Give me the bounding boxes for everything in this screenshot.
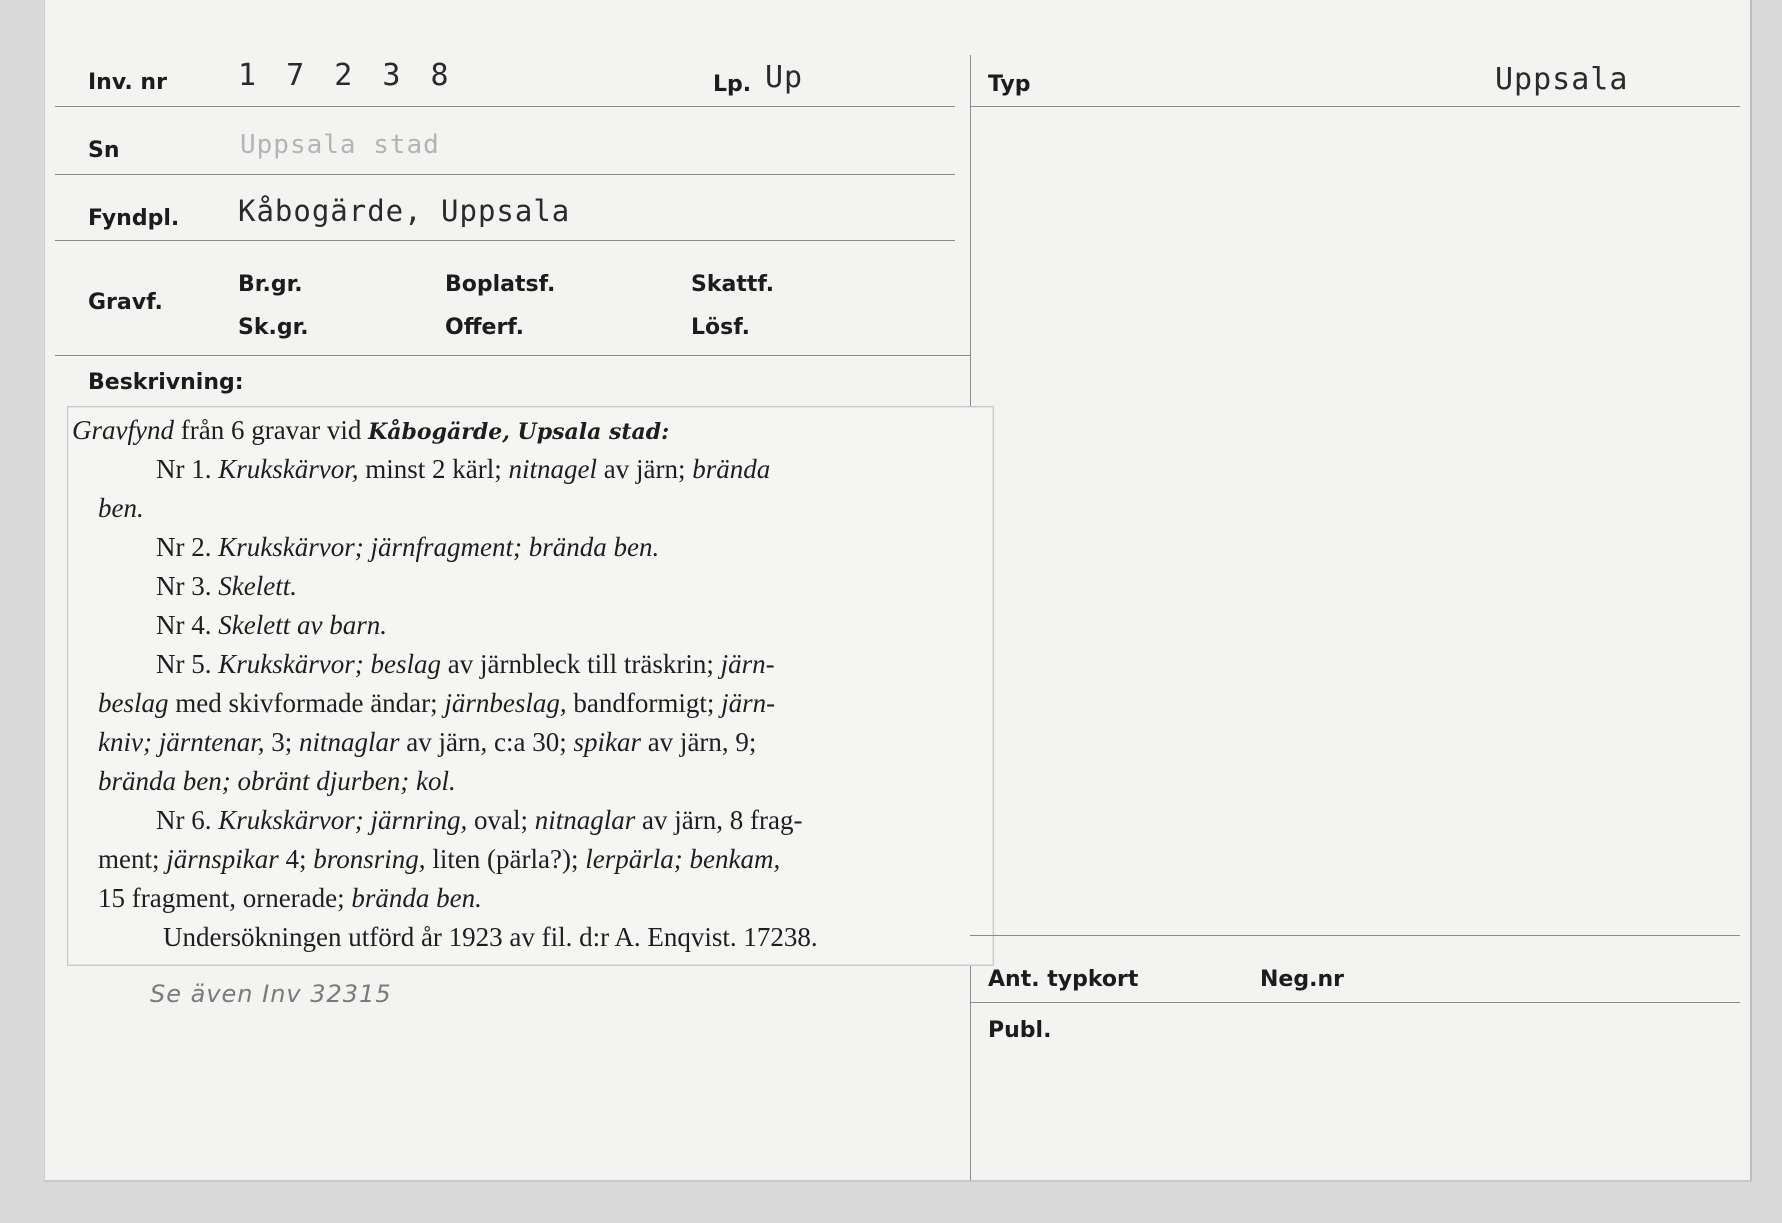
skattf-label: Skattf. (691, 272, 775, 297)
desc-line: beslag med skivformade ändar; järnbeslag, bandformigt; järn- (98, 688, 776, 718)
br-gr-label: Br.gr. (238, 272, 303, 297)
rule-row1 (55, 106, 955, 107)
publ-label: Publ. (988, 1018, 1052, 1043)
desc-line: Nr 4. Skelett av barn. (156, 610, 387, 640)
desc-line: Nr 6. Krukskärvor; järnring, oval; nitnaglar av järn, 8 frag- (156, 805, 803, 835)
inv-nr-value: 1 7 2 3 8 (238, 58, 455, 93)
desc-line: kniv; järntenar, 3; nitnaglar av järn, c:a 30; spikar av järn, 9; (98, 727, 757, 757)
sn-value: Uppsala stad (240, 130, 440, 160)
sn-label: Sn (88, 138, 120, 163)
desc-line: Nr 3. Skelett. (156, 571, 297, 601)
rule-row2 (55, 174, 955, 175)
inv-nr-label: Inv. nr (88, 70, 167, 95)
catalog-card (44, 0, 1752, 1180)
desc-line: brända ben; obränt djurben; kol. (98, 766, 456, 796)
desc-line: Nr 1. Krukskärvor, minst 2 kärl; nitnagel av järn; brända (156, 454, 771, 484)
rule-ant (970, 935, 1740, 936)
desc-line: Undersökningen utförd år 1923 av fil. d:r A. Enqvist. 17238. (163, 922, 818, 952)
gravf-label: Gravf. (88, 290, 163, 315)
handwritten-note: Se även Inv 32315 (150, 980, 392, 1008)
rule-row4 (55, 355, 970, 356)
description-slip (67, 406, 994, 966)
desc-line: Gravfynd från 6 gravar vid Kåbogärde, Upsala stad: (72, 415, 670, 445)
neg-nr-label: Neg.nr (1260, 967, 1344, 992)
boplatsf-label: Boplatsf. (445, 272, 556, 297)
desc-line: Nr 2. Krukskärvor; järnfragment; brända ben. (156, 532, 660, 562)
beskrivning-label: Beskrivning: (88, 370, 244, 395)
fyndpl-value: Kåbogärde, Uppsala (238, 194, 571, 228)
rule-typ (970, 106, 1740, 107)
typ-value: Uppsala (1495, 62, 1629, 97)
fyndpl-label: Fyndpl. (88, 206, 180, 231)
offerf-label: Offerf. (445, 315, 525, 340)
desc-line: 15 fragment, ornerade; brända ben. (98, 883, 482, 913)
rule-publ (970, 1002, 1740, 1003)
desc-line: ben. (98, 493, 144, 523)
sk-gr-label: Sk.gr. (238, 315, 309, 340)
losf-label: Lösf. (691, 315, 750, 340)
typ-label: Typ (988, 72, 1031, 97)
rule-row3 (55, 240, 955, 241)
desc-line: Nr 5. Krukskärvor; beslag av järnbleck till träskrin; järn- (156, 649, 775, 679)
lp-value: Up (765, 60, 804, 95)
desc-line: ment; järnspikar 4; bronsring, liten (pärla?); lerpärla; benkam, (98, 844, 781, 874)
ant-typkort-label: Ant. typkort (988, 967, 1139, 992)
lp-label: Lp. (713, 72, 752, 97)
